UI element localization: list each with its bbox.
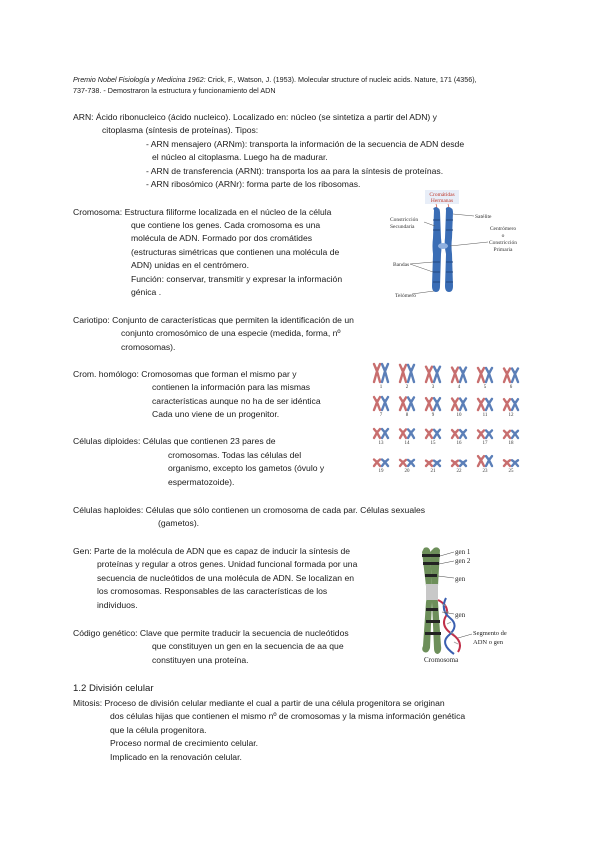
karyotype-chromosome (504, 460, 510, 466)
karyotype-number: 3 (431, 385, 435, 390)
karyotype-chromosome (374, 429, 380, 438)
karyotype-pair (374, 460, 388, 474)
gen-line-1: Gen: Parte de la molécula de ADN que es capaz de inducir la síntesis de (73, 546, 351, 556)
karyotype-pair (426, 461, 440, 474)
karyotype-chromosome (452, 368, 458, 382)
karyotype-diagram (368, 362, 528, 474)
karyotype-number: 18 (508, 441, 514, 446)
label-gen-b: gen (455, 611, 466, 619)
gene-diagram (418, 540, 530, 670)
karyotype-number: 13 (378, 441, 384, 446)
label-cromatidas-2: Hermanas (430, 198, 454, 204)
karyotype-pair (374, 397, 388, 418)
karyotype-chromosome (408, 460, 414, 466)
citation-line-2: 737-738. - Demostraron la estructura y funcionamiento del ADN (73, 86, 276, 95)
karyotype-number: 15 (430, 441, 436, 446)
karyotype-chromosome (486, 368, 492, 382)
homologo-line-2: contienen la información para las mismas (152, 382, 311, 392)
karyotype-chromosome (460, 398, 466, 410)
karyotype-chromosome (512, 369, 518, 383)
karyotype-chromosome (400, 397, 406, 410)
karyotype-pair (374, 429, 388, 446)
diploides-line-2: cromosomas. Todas las células del (168, 450, 302, 460)
karyotype-number: 14 (404, 441, 410, 446)
gen-line-4: los cromosomas. Responsables de las características de los (97, 586, 328, 596)
karyotype-chromosome (382, 460, 388, 466)
karyotype-number: 4 (457, 385, 461, 390)
mitosis-line-5: Implicado en la renovación celular. (110, 752, 242, 762)
karyotype-chromosome (400, 460, 406, 466)
karyotype-chromosome (426, 367, 432, 382)
karyotype-pair (504, 460, 518, 474)
karyotype-chromosome (478, 368, 484, 382)
homologo-line-4: Cada uno viene de un progenitor. (152, 409, 280, 419)
codigo-line-3: constituyen una proteína. (152, 655, 249, 665)
karyotype-pair (452, 461, 466, 474)
karyotype-pair (426, 367, 440, 390)
karyotype-chromosome (452, 430, 458, 438)
arn-line-2: citoplasma (síntesis de proteínas). Tipos: (102, 125, 259, 135)
karyotype-chromosome (400, 365, 406, 382)
arn-item-1-cont: el núcleo al citoplasma. Luego ha de madurar. (152, 152, 328, 162)
karyotype-chromosome (374, 397, 380, 410)
label-segmento-2: ADN o gen (473, 639, 503, 646)
cariotipo-line-2: conjunto cromosómico de una especie (medida, forma, nº (121, 328, 341, 338)
label-telomero: Telómero (395, 293, 416, 299)
karyotype-pair (504, 431, 518, 446)
haploides-line-1: Células haploides: Células que sólo contienen un cromosoma de cada par. Células sexuales (73, 505, 426, 515)
cromosoma-line-1: Cromosoma: Estructura filiforme localizada en el núcleo de la célula (73, 207, 332, 217)
haploides-line-2: (gametos). (158, 518, 200, 528)
karyotype-chromosome (408, 397, 414, 410)
karyotype-chromosome (426, 398, 432, 410)
karyotype-pair (478, 430, 492, 446)
karyotype-number: 17 (482, 441, 488, 446)
label-gen: gen (455, 575, 466, 583)
karyotype-number: 11 (482, 413, 488, 418)
label-centromero-1: Centrómero (489, 226, 517, 232)
cariotipo-line-1: Cariotipo: Conjunto de características que permiten la identificación de un (73, 315, 354, 325)
gen-line-3: secuencia de nucleótidos de una molécula de ADN. Se localizan en (97, 573, 355, 583)
citation-rest: Crick, F., Watson, J. (1953). Molecular structure of nucleic acids. Nature, 171 (4356), (205, 75, 477, 84)
gene-segment-highlight (426, 584, 438, 600)
karyotype-pair (400, 397, 414, 418)
arn-item-3: - ARN ribosómico (ARNr): forma parte de los ribosomas. (146, 179, 361, 189)
homologo-line-3: características aunque no ha de ser idéntica (152, 396, 321, 406)
karyotype-number: 16 (456, 441, 462, 446)
karyotype-number: 25 (508, 469, 514, 474)
label-centromero-4: Primaria (493, 247, 513, 253)
karyotype-pair (478, 456, 492, 474)
karyotype-chromosome (374, 364, 380, 382)
karyotype-pair (504, 369, 518, 391)
karyotype-chromosome (512, 460, 518, 466)
karyotype-number: 19 (378, 469, 384, 474)
karyotype-pair (452, 398, 466, 418)
cromosoma-line-4: (estructuras simétricas que contienen una molécula de (131, 247, 340, 257)
karyotype-chromosome (486, 399, 492, 410)
diploides-line-4: espermatozoide). (168, 477, 235, 487)
label-satelite: Satélite (475, 214, 492, 220)
karyotype-chromosome (504, 399, 510, 410)
mitosis-line-1: Mitosis: Proceso de división celular mediante el cual a partir de una célula progenitora se originan (73, 698, 445, 708)
karyotype-chromosome (426, 461, 432, 466)
homologo-line-1: Crom. homólogo: Cromosomas que forman el mismo par y (73, 369, 297, 379)
karyotype-pair (400, 429, 414, 446)
arn-item-2: - ARN de transferencia (ARNt): transporta los aa para la síntesis de proteínas. (146, 166, 444, 176)
karyotype-number: 8 (405, 413, 409, 418)
karyotype-chromosome (460, 430, 466, 438)
arn-item-1: - ARN mensajero (ARNm): transporta la información de la secuencia de ADN desde (146, 139, 465, 149)
karyotype-chromosome (400, 429, 406, 438)
label-cromatidas-1: Cromátidas (429, 192, 455, 198)
karyotype-number: 20 (404, 469, 410, 474)
karyotype-chromosome (478, 399, 484, 410)
karyotype-number: 2 (405, 385, 409, 390)
chromosome-diagram (390, 188, 530, 300)
karyotype-chromosome (382, 364, 388, 382)
codigo-line-2: que constituyen un gen en la secuencia de aa que (152, 641, 344, 651)
dna-helix (438, 598, 460, 654)
karyotype-number: 5 (483, 385, 487, 390)
karyotype-number: 21 (430, 469, 436, 474)
karyotype-chromosome (434, 367, 440, 382)
karyotype-chromosome (486, 430, 492, 438)
division-heading: 1.2 División celular (73, 683, 154, 694)
label-constriccion-sec-2: Secundaria (390, 224, 415, 230)
label-constriccion-sec-1: Constricción (390, 217, 419, 223)
karyotype-chromosome (374, 460, 380, 466)
karyotype-chromosome (434, 398, 440, 410)
karyotype-number: 22 (456, 469, 462, 474)
label-gen1: gen 1 (455, 548, 471, 556)
diploides-line-1: Células diploides: Células que contienen 23 pares de (73, 436, 276, 446)
label-centromero-2: o (501, 233, 505, 239)
label-bandas: Bandas (393, 262, 410, 268)
karyotype-chromosome (382, 397, 388, 410)
citation-line-1 (73, 74, 477, 85)
karyotype-pair (452, 430, 466, 446)
karyotype-pair (400, 460, 414, 474)
label-cromosoma: Cromosoma (424, 656, 459, 664)
karyotype-pair (426, 430, 440, 446)
codigo-line-1: Código genético: Clave que permite traducir la secuencia de nucleótidos (73, 628, 349, 638)
karyotype-number: 12 (508, 413, 514, 418)
karyotype-pair (478, 399, 492, 418)
gen-line-5: individuos. (97, 600, 138, 610)
mitosis-line-2: dos células hijas que contienen el mismo nº de cromosomas y la misma información genética (110, 711, 466, 721)
karyotype-chromosome (504, 431, 510, 438)
karyotype-chromosome (460, 368, 466, 382)
karyotype-chromosome (452, 461, 458, 466)
karyotype-number: 23 (482, 469, 488, 474)
label-centromero-3: Constricción (488, 240, 518, 246)
karyotype-chromosome (512, 399, 518, 410)
karyotype-chromosome (408, 429, 414, 438)
karyotype-chromosome (460, 461, 466, 466)
karyotype-number: 1 (379, 385, 383, 390)
karyotype-pair (478, 368, 492, 390)
karyotype-chromosome (478, 430, 484, 438)
karyotype-chromosome (504, 369, 510, 383)
label-segmento-1: Segmento de (473, 630, 507, 637)
karyotype-number: 9 (431, 413, 435, 418)
karyotype-chromosome (486, 456, 492, 466)
karyotype-chromosome (382, 429, 388, 438)
karyotype-pair (504, 399, 518, 418)
label-gen2: gen 2 (455, 557, 471, 565)
karyotype-chromosome (512, 431, 518, 438)
citation-italic: Premio Nobel Fisiología y Medicina 1962: (73, 75, 206, 84)
karyotype-pair (426, 398, 440, 418)
karyotype-number: 10 (456, 413, 462, 418)
karyotype-number: 7 (379, 413, 383, 418)
karyotype-chromosome (434, 430, 440, 438)
karyotype-chromosome (478, 456, 484, 466)
karyotype-pair (374, 364, 388, 390)
karyotype-chromosome (426, 430, 432, 438)
gen-line-2: proteínas y regular a otros genes. Unidad funcional formada por una (97, 559, 358, 569)
cromosoma-line-5: ADN) unidas en el centrómero. (131, 260, 249, 270)
cromosoma-line-3: molécula de ADN. Formado por dos cromátides (131, 233, 313, 243)
mitosis-line-4: Proceso normal de crecimiento celular. (110, 738, 259, 748)
karyotype-pair (452, 368, 466, 390)
cariotipo-line-3: cromosomas). (121, 342, 176, 352)
cromosoma-line-7: génica . (131, 287, 162, 297)
diploides-line-3: organismo, excepto los gametos (óvulo y (168, 463, 325, 473)
karyotype-chromosome (408, 365, 414, 382)
mitosis-line-3: que la célula progenitora. (110, 725, 207, 735)
karyotype-chromosome (452, 398, 458, 410)
centromere (438, 243, 448, 249)
karyotype-number: 6 (509, 385, 513, 390)
cromosoma-line-2: que contiene los genes. Cada cromosoma es una (131, 220, 321, 230)
cromosoma-line-6: Función: conservar, transmitir y expresar la información (131, 274, 343, 284)
karyotype-pair (400, 365, 414, 390)
arn-line-1: ARN: Ácido ribonucleico (ácido nucleico). Localizado en: núcleo (se sintetiza a partir del ADN) y (73, 112, 437, 122)
karyotype-chromosome (434, 461, 440, 466)
